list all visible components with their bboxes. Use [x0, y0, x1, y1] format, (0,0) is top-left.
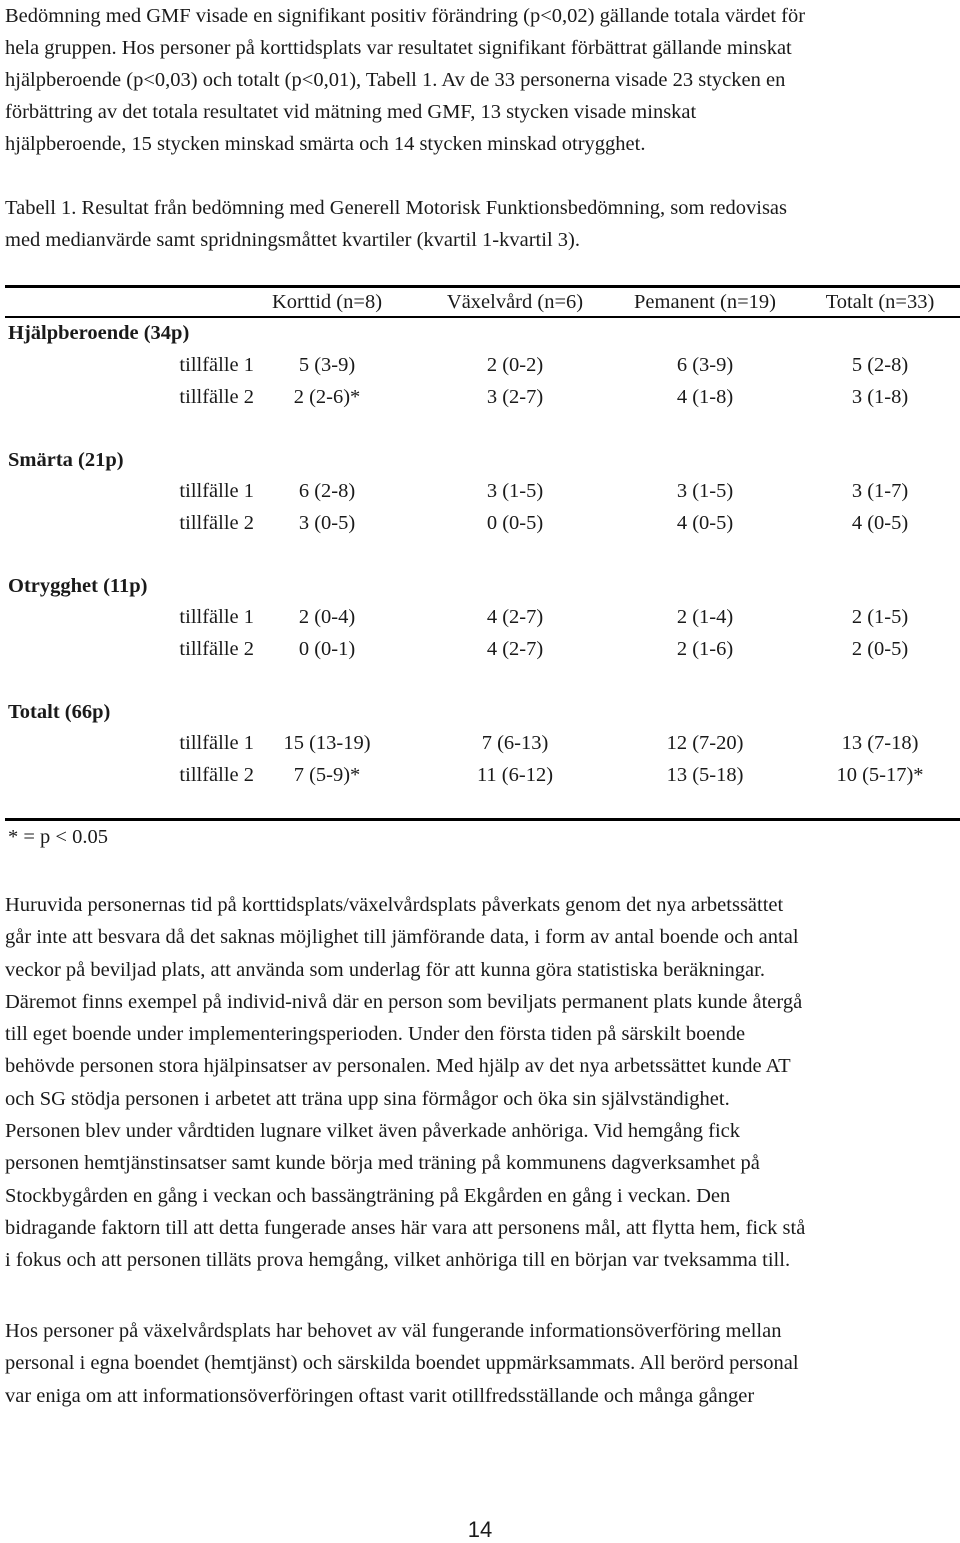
table-top-rule: [5, 285, 960, 288]
text-line: och SG stödja personen i arbetet att träna upp sina förmågor och öka sin självständighet.: [5, 1087, 730, 1110]
occasion-label: tillfälle 2: [179, 638, 254, 660]
text-line: Bedömning med GMF visade en signifikant positiv förändring (p<0,02) gällande totala värdet för: [5, 5, 806, 27]
table-cell: 2 (0-4): [298, 606, 356, 628]
table-cell: 4 (1-8): [676, 386, 734, 408]
text-line: Tabell 1. Resultat från bedömning med Generell Motorisk Funktionsbedömning, som redovisas: [5, 197, 788, 219]
table-cell: 5 (3-9): [298, 354, 356, 376]
text-line: förbättring av det totala resultatet vid mätning med GMF, 13 stycken visade minskat: [5, 101, 697, 123]
table-cell: 6 (3-9): [676, 354, 734, 376]
table-cell: 2 (1-5): [851, 606, 909, 628]
text-line: Stockbygården en gång i veckan och bassängträning på Ekgården en gång i veckan. Den: [5, 1184, 731, 1207]
table-cell: 3 (2-7): [486, 386, 544, 408]
table-cell: 3 (1-7): [851, 480, 909, 502]
occasion-label: tillfälle 2: [179, 386, 254, 408]
text-line: i fokus och att personen tilläts prova hemgång, vilket anhöriga till en början var tveksamma till.: [5, 1249, 791, 1272]
table-bottom-rule: [5, 818, 960, 821]
occasion-label: tillfälle 2: [179, 764, 254, 786]
table-cell: 2 (0-2): [486, 354, 544, 376]
text-line: Hos personer på växelvårdsplats har behovet av väl fungerande informationsöverföring mellan: [5, 1320, 782, 1342]
table-cell: 10 (5-17)*: [836, 764, 924, 786]
group-label-hjalpberoende: Hjälpberoende (34p): [8, 322, 190, 344]
table-cell: 15 (13-19): [283, 732, 371, 754]
text-line: går inte att besvara då det saknas möjlighet till jämförande data, i form av antal boende och antal: [5, 926, 799, 949]
table-caption: [5, 192, 960, 256]
group-label-otrygghet: Otrygghet (11p): [8, 575, 148, 597]
table-cell: 5 (2-8): [851, 354, 909, 376]
column-header-totalt: Totalt (n=33): [825, 291, 935, 313]
occasion-label: tillfälle 1: [179, 732, 254, 754]
text-line: hjälpberoende (p<0,03) och totalt (p<0,01), Tabell 1. Av de 33 personerna visade 23 stycken en: [5, 69, 786, 91]
table-cell: 2 (1-6): [676, 638, 734, 660]
group-label-smarta: Smärta (21p): [8, 449, 124, 471]
table-cell: 2 (2-6)*: [293, 386, 361, 408]
table-cell: 4 (0-5): [851, 512, 909, 534]
column-header-permanent: Pemanent (n=19): [634, 291, 776, 313]
table-cell: 4 (2-7): [486, 606, 544, 628]
text-line: Däremot finns exempel på individ-nivå där en person som beviljats permanent plats kunde återgå: [5, 990, 803, 1013]
body-paragraph-1: [5, 889, 960, 1277]
table-cell: 4 (2-7): [486, 638, 544, 660]
table-cell: 3 (1-8): [851, 386, 909, 408]
group-label-totalt: Totalt (66p): [8, 701, 111, 723]
table-cell: 2 (0-5): [851, 638, 909, 660]
text-line: hela gruppen. Hos personer på korttidsplats var resultatet signifikant förbättrat gällande minskat: [5, 37, 792, 59]
table-cell: 3 (1-5): [676, 480, 734, 502]
table-cell: 3 (0-5): [298, 512, 356, 534]
table-cell: 6 (2-8): [298, 480, 356, 502]
occasion-label: tillfälle 1: [179, 606, 254, 628]
table-cell: 4 (0-5): [676, 512, 734, 534]
table-cell: 13 (5-18): [666, 764, 744, 786]
occasion-label: tillfälle 1: [179, 354, 254, 376]
table-cell: 3 (1-5): [486, 480, 544, 502]
table-cell: 2 (1-4): [676, 606, 734, 628]
text-line: personen hemtjänstinsatser samt kunde börja med träning på kommunens dagverksamhet på: [5, 1152, 760, 1175]
text-line: veckor på beviljad plats, att använda som underlag för att kunna göra statistiska beräkningar.: [5, 958, 765, 981]
column-header-vaxelvard: Växelvård (n=6): [446, 291, 584, 313]
page-number: 14: [467, 1517, 493, 1542]
table-footnote: * = p < 0.05: [8, 826, 108, 848]
intro-paragraph: [5, 0, 960, 160]
table-cell: 0 (0-5): [486, 512, 544, 534]
body-paragraph-2: [5, 1315, 960, 1412]
table-cell: 11 (6-12): [476, 764, 554, 786]
table-header-rule: [5, 316, 960, 318]
text-line: Personen blev under vårdtiden lugnare vilket även påverkade anhöriga. Vid hemgång fick: [5, 1120, 740, 1143]
text-line: bidragande faktorn till att detta fungerade anses här vara att personens mål, att flytta hem, fick stå: [5, 1216, 806, 1239]
text-line: Huruvida personernas tid på korttidsplats/växelvårdsplats påverkats genom det nya arbetssättet: [5, 894, 784, 916]
table-cell: 0 (0-1): [298, 638, 356, 660]
occasion-label: tillfälle 1: [179, 480, 254, 502]
text-line: var eniga om att informationsöverföringen oftast varit otillfredsställande och många gånger: [5, 1384, 755, 1407]
table-cell: 7 (5-9)*: [293, 764, 361, 786]
text-line: till eget boende under implementeringsperioden. Under den första tiden på särskilt boende: [5, 1023, 746, 1046]
table-cell: 12 (7-20): [666, 732, 744, 754]
table-cell: 7 (6-13): [481, 732, 549, 754]
text-line: personal i egna boendet (hemtjänst) och särskilda boendet uppmärksammats. All berörd personal: [5, 1352, 799, 1375]
table-cell: 13 (7-18): [841, 732, 919, 754]
column-header-korttid: Korttid (n=8): [271, 291, 383, 313]
text-line: behövde personen stora hjälpinsatser av personalen. Med hjälp av det nya arbetssättet kunde AT: [5, 1055, 791, 1078]
text-line: hjälpberoende, 15 stycken minskad smärta och 14 stycken minskad otrygghet.: [5, 133, 646, 155]
text-line: med medianvärde samt spridningsmåttet kvartiler (kvartil 1-kvartil 3).: [5, 229, 580, 251]
occasion-label: tillfälle 2: [179, 512, 254, 534]
